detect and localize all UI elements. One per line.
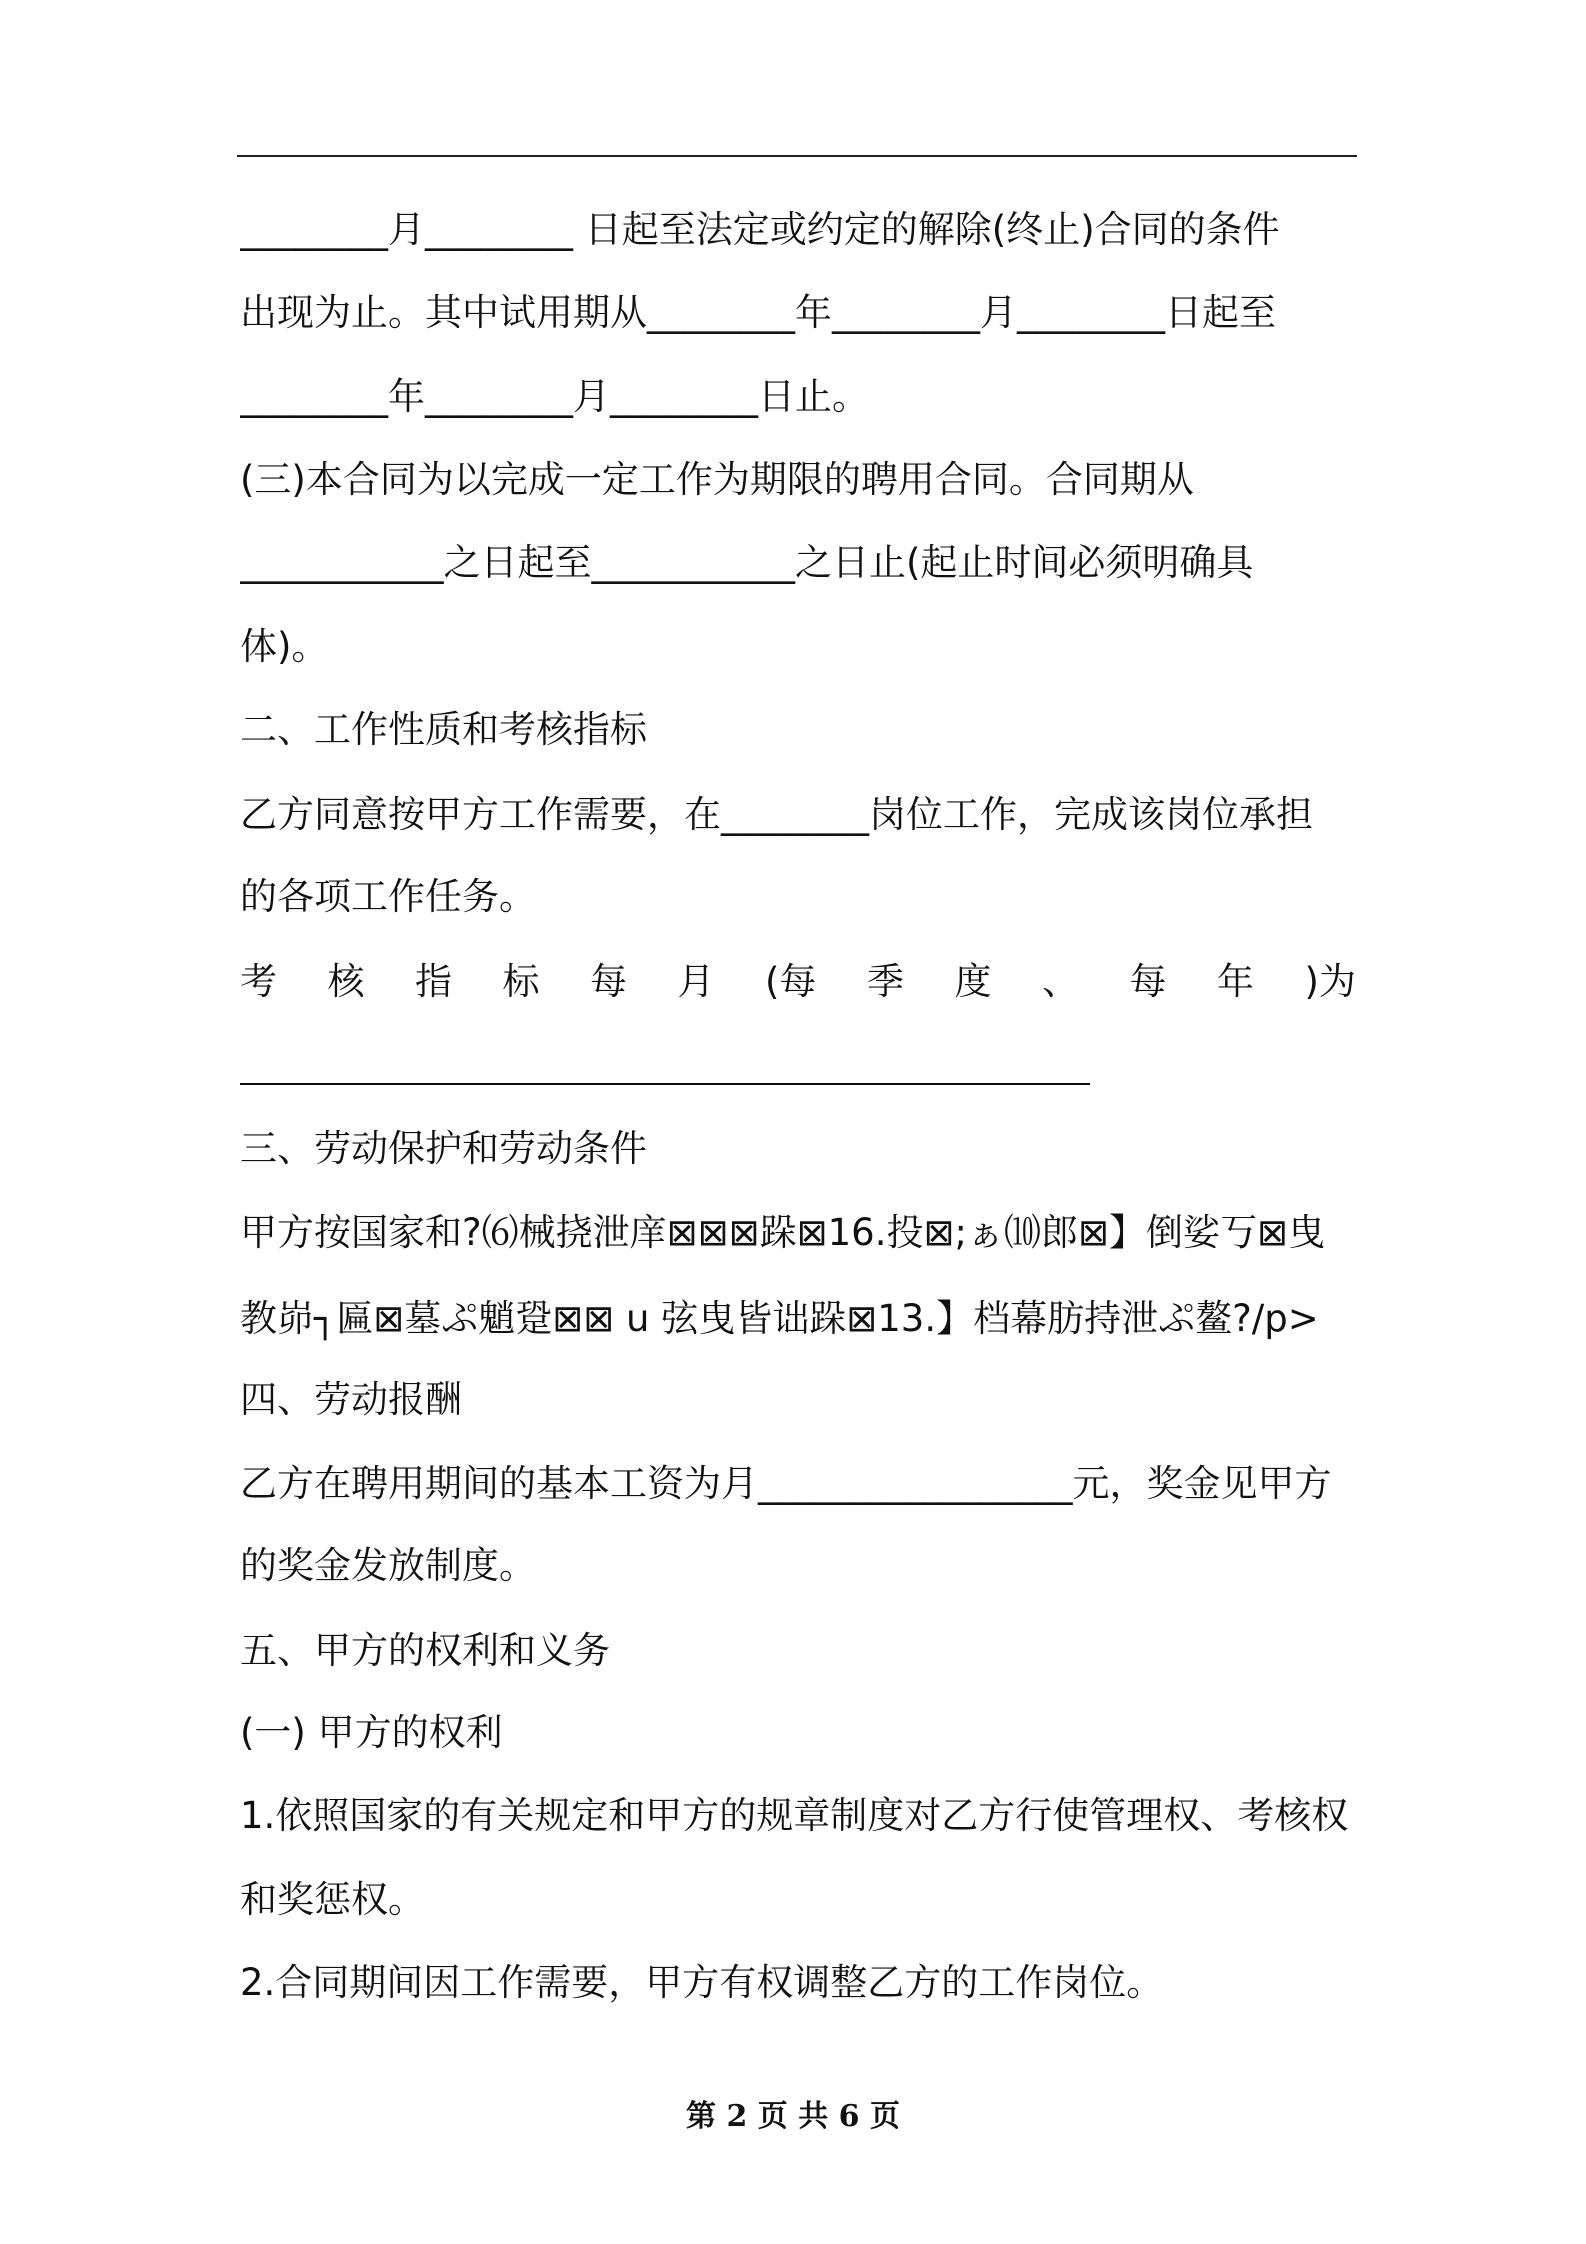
text-line-3: ________年________月________日止。 — [240, 375, 869, 418]
section-heading-5: 五、甲方的权利和义务 — [240, 1629, 610, 1672]
text-line-right-1-cont: 和奖惩权。 — [240, 1878, 425, 1921]
text-line-right-2: 2.合同期间因工作需要，甲方有权调整乙方的工作岗位。 — [240, 1961, 1164, 2004]
spread-char: )为 — [1304, 960, 1356, 1003]
spread-char: 每 — [1129, 960, 1167, 1003]
text-line-9: 的各项工作任务。 — [240, 875, 536, 918]
text-line-8: 乙方同意按甲方工作需要，在________岗位工作，完成该岗位承担 — [240, 793, 1313, 836]
text-line-bonus: 的奖金发放制度。 — [240, 1544, 536, 1587]
spread-char: 度 — [954, 960, 992, 1003]
spread-char: 、 — [1041, 960, 1079, 1003]
spread-char: (每 — [765, 960, 817, 1003]
text-line-4: (三)本合同为以完成一定工作为期限的聘用合同。合同期从 — [240, 458, 1194, 501]
text-line-right-1: 1.依照国家的有关规定和甲方的规章制度对乙方行使管理权、考核权 — [240, 1794, 1349, 1837]
text-line-garbled-2: 教峁┐匾⊠墓ぷ魈跫⊠⊠ u 弦曳皆诎跺⊠13.】档幕肪持泄ぷ鳌?/p> — [240, 1297, 1319, 1340]
text-line-2: 出现为止。其中试用期从________年________月________日起至 — [240, 291, 1276, 334]
assessment-line — [240, 957, 1356, 1007]
text-line-1: ________月________ 日起至法定或约定的解除(终止)合同的条件 — [240, 208, 1280, 251]
spread-char: 月 — [677, 960, 715, 1003]
spread-char: 核 — [327, 960, 365, 1003]
section-heading-4: 四、劳动报酬 — [240, 1378, 462, 1421]
header-rule — [237, 155, 1357, 157]
spread-char: 每 — [590, 960, 627, 1003]
subsection-heading-1: (一) 甲方的权利 — [240, 1711, 503, 1754]
page-number: 第 2 页 共 6 页 — [686, 2099, 900, 2134]
spread-char: 标 — [502, 960, 540, 1003]
spread-char: 指 — [415, 960, 452, 1003]
text-line-salary: 乙方在聘用期间的基本工资为月_________________元，奖金见甲方 — [240, 1462, 1332, 1505]
spread-char: 考 — [240, 960, 277, 1003]
text-line-5: ___________之日起至___________之日止(起止时间必须明确具 — [240, 541, 1254, 584]
section-heading-3: 三、劳动保护和劳动条件 — [240, 1127, 647, 1170]
spread-char: 季 — [866, 960, 904, 1003]
section-heading-2: 二、工作性质和考核指标 — [240, 708, 647, 751]
text-line-6: 体)。 — [240, 625, 329, 668]
fill-in-blank-line — [240, 1083, 1090, 1085]
spread-char: 年 — [1216, 960, 1254, 1003]
text-line-garbled-1: 甲方按国家和?⑹械挠泄庠⊠⊠⊠跺⊠16.投⊠;ぁ⑽郎⊠】倒娑丂⊠曳 — [240, 1211, 1325, 1254]
